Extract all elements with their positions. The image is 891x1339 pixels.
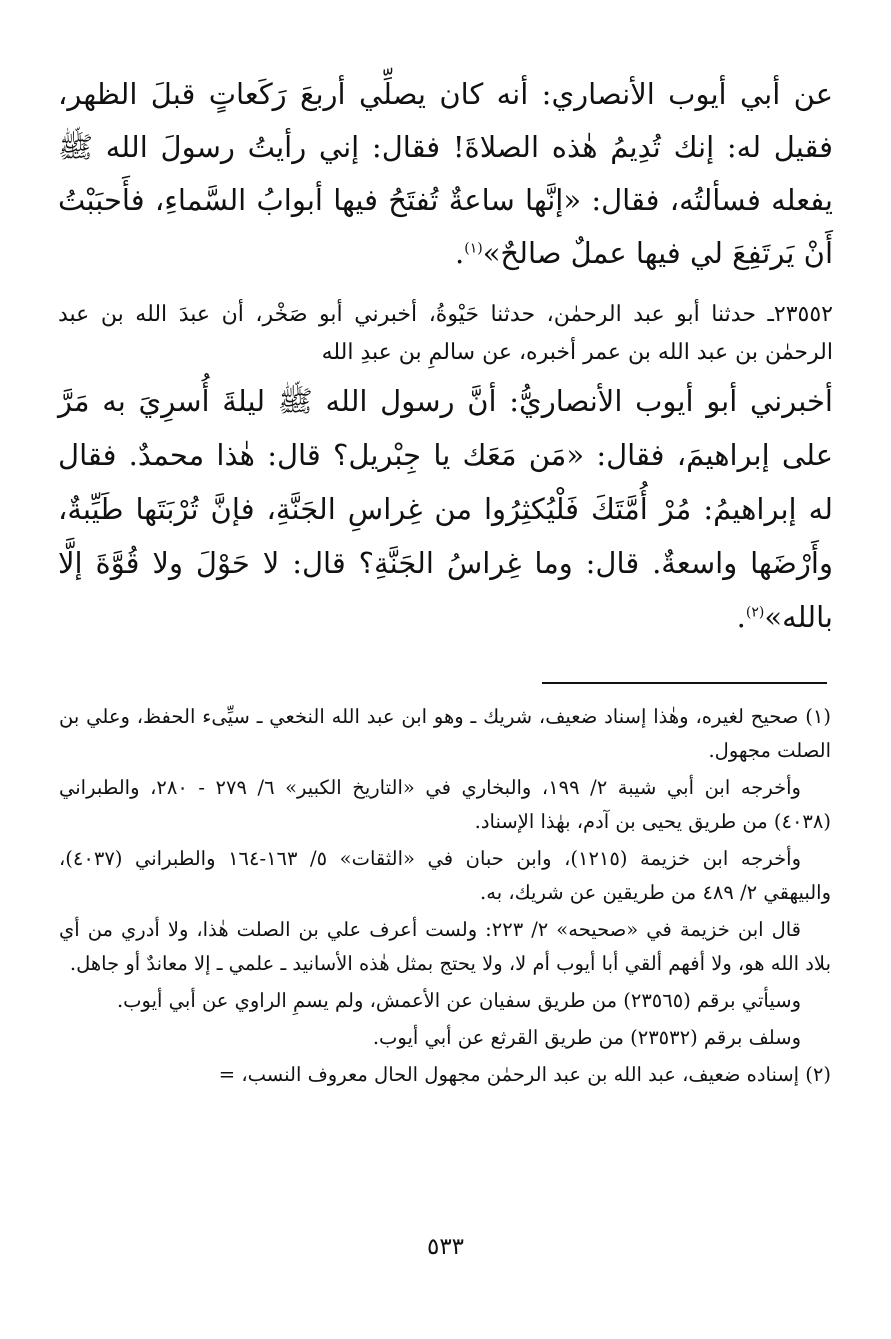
footnote-ref-1: (١) (464, 240, 483, 257)
footnote-2: (٢) إسناده ضعيف، عبد الله بن عبد الرحمٰن مجهول الحال معروف النسب، = (218, 1063, 831, 1086)
paragraph-1-text: عن أبي أيوب الأنصاري: أنه كان يصلِّي أربعَ رَكَعاتٍ قبلَ الظهر، فقيل له: إنك تُدِيمُ هٰذه الصلاةَ! فقال: إني رأيتُ رسولَ الله ﷺ يفعله فسألتُه، فقال: «إنَّها ساعةٌ تُفتَحُ فيها أبوابُ السَّماءِ، فأَحبَبْتُ أَنْ يَرتَفِعَ لي فيها عملٌ صالحٌ» (58, 77, 833, 270)
footnote-paragraph: وسيأتي برقم (٢٣٥٦٥) من طريق سفيان عن الأعمش، ولم يسمِ الراوي عن أبي أيوب. (116, 989, 801, 1012)
paragraph-3-text: أخبرني أبو أيوب الأنصاريُّ: أنَّ رسول الله ﷺ ليلةَ أُسرِيَ به مَرَّ على إبراهيمَ، فقال: «مَن مَعَك يا جِبْريل؟ قال: هٰذا محمدٌ. فقال له إبراهيمُ: مُرْ أُمَّتَكَ فَلْيُكثِرُوا من غِراسِ الجَنَّةِ، فإنَّ تُرْبَتَها طَيِّبةٌ، وأَرْضَها واسعةٌ. قال: وما غِراسُ الجَنَّةِ؟ قال: لا حَوْلَ ولا قُوَّةَ إلَّا بالله» (58, 384, 833, 634)
footnote-paragraph: قال ابن خزيمة في «صحيحه» ٢/ ٢٢٣: ولست أعرف علي بن الصلت هٰذا، ولا أدري من أي بلاد الله هو، ولا أفهم ألقي أبا أيوب أم لا، ولا يحتج بمثل هٰذه الأسانيد ـ علمي ـ إلا معاندٌ أو جاهل. (59, 918, 831, 975)
paragraph-1-end: . (455, 236, 465, 270)
footnote-paragraph: وأخرجه ابن أبي شيبة ٢/ ١٩٩، والبخاري في «التاريخ الكبير» ٦/ ٢٧٩ - ٢٨٠، والطبراني (٤٠٣٨) من طريق يحيى بن آدم، بهٰذا الإسناد. (59, 776, 831, 833)
footnote-1: (١) صحيح لغيره، وهٰذا إسناد ضعيف، شريك ـ وهو ابن عبد الله النخعي ـ سيِّىء الحفظ، وعلي بن الصلت مجهول. (59, 705, 831, 762)
footnote-paragraph: وسلف برقم (٢٣٥٣٢) من طريق القرثع عن أبي أيوب. (372, 1026, 801, 1049)
footnote-ref-2: (٢) (745, 604, 765, 621)
main-text-hadith-isnad (58, 296, 833, 372)
main-text-paragraph-3 (58, 374, 833, 644)
footnote-paragraph: وأخرجه ابن خزيمة (١٢١٥)، وابن حبان في «الثقات» ٥/ ١٦٣-١٦٤ والطبراني (٤٠٣٧)، والبيهقي ٢/ ٤٨٩ من طريقين عن شريك، به. (59, 847, 831, 904)
page-number: ٥٣٣ (426, 1234, 465, 1260)
footnote-separator (542, 682, 827, 684)
footnotes (59, 700, 831, 1095)
main-text-paragraph-1 (58, 68, 833, 280)
paragraph-2-text: ٢٣٥٥٢ـ حدثنا أبو عبد الرحمٰن، حدثنا حَيْوةُ، أخبرني أبو صَخْر، أن عبدَ الله بن عبد الرحمٰن بن عبد الله بن عمر أخبره، عن سالمِ بن عبدِ الله (58, 302, 833, 365)
paragraph-3-end: . (736, 600, 746, 634)
